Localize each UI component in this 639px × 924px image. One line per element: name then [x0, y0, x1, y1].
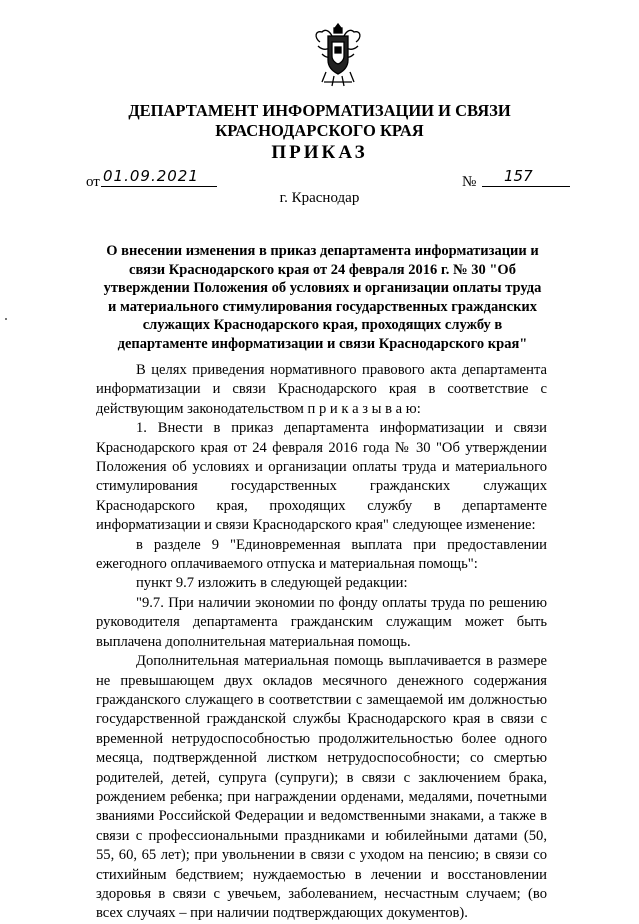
- department-line-1: ДЕПАРТАМЕНТ ИНФОРМАТИЗАЦИИ И СВЯЗИ: [128, 101, 511, 120]
- number-prefix: №: [462, 174, 477, 190]
- paragraph-point-9-7: пункт 9.7 изложить в следующей редакции:: [136, 575, 408, 592]
- paragraph-item-1: 1. Внести в приказ департамента информатизации и связи Краснодарского края от 24 февраля 2016 года № 30 "Об утверждении Положения об условиях и организации оплаты труда и материального стимулирования государственных гражданских служащих Краснодарского края, проходящих службу в департаменте информатизации и связи Краснодарского края" следующее изменение:: [96, 420, 547, 534]
- department-name: [0, 101, 639, 141]
- city-line: г. Краснодар: [279, 190, 360, 206]
- date-field: 01.09.2021: [101, 167, 217, 187]
- paragraph-9-7-text: "9.7. При наличии экономии по фонду оплаты труда по решению руководителя департамента гражданским служащим может быть выплачена дополнительная материальная помощь.: [96, 594, 547, 650]
- number-field: 157: [482, 167, 570, 187]
- margin-mark: [5, 318, 7, 320]
- document-subject: О внесении изменения в приказ департамента информатизации и связи Краснодарского края от 24 февраля 2016 г. № 30 "Об утверждении Положения об условиях и организации оплаты труда и материального стимулирования государственных гражданских служащих Краснодарского края, проходящих службу в департаменте информатизации и связи Краснодарского края": [103, 243, 542, 352]
- paragraph-additional-aid: Дополнительная материальная помощь выплачивается в размере не превышающем двух окладов месячного денежного содержания гражданского служащего в соответствии с замещаемой им должностью государственной гражданской службы Краснодарского края в связи с временной нетрудоспособностью продолжительностью более одного месяца, подтвержденной листком нетрудоспособности; со смертью родителей, детей, супруга (супруги); в связи с заключением брака, рождением ребенка; при награждении орденами, медалями, почетными званиями Российской Федерации и ведомственными знаками, а также в связи с профессиональными праздниками и юбилейными датами (50, 55, 60, 65 лет); при увольнении в связи с уходом на пенсию; в связи со стихийным бедствием; нуждаемостью в лечении и восстановлении здоровья в связи с увечьем, заболеванием, несчастным случаем; (во всех случаях – при наличии подтверждающих документов).: [96, 653, 547, 922]
- paragraph-preamble: В целях приведения нормативного правового акта департамента информатизации и связи Краснодарского края в соответствие с действующим законодательством п р и к а з ы в а ю:: [96, 362, 547, 417]
- date-prefix: от: [86, 174, 100, 190]
- coat-of-arms-emblem: [312, 20, 364, 90]
- document-type: ПРИКАЗ: [271, 142, 368, 163]
- paragraph-section-9: в разделе 9 "Единовременная выплата при предоставлении ежегодного оплачиваемого отпуска и материальная помощь":: [96, 536, 547, 573]
- department-line-2: КРАСНОДАРСКОГО КРАЯ: [215, 121, 424, 140]
- document-body: [96, 361, 547, 924]
